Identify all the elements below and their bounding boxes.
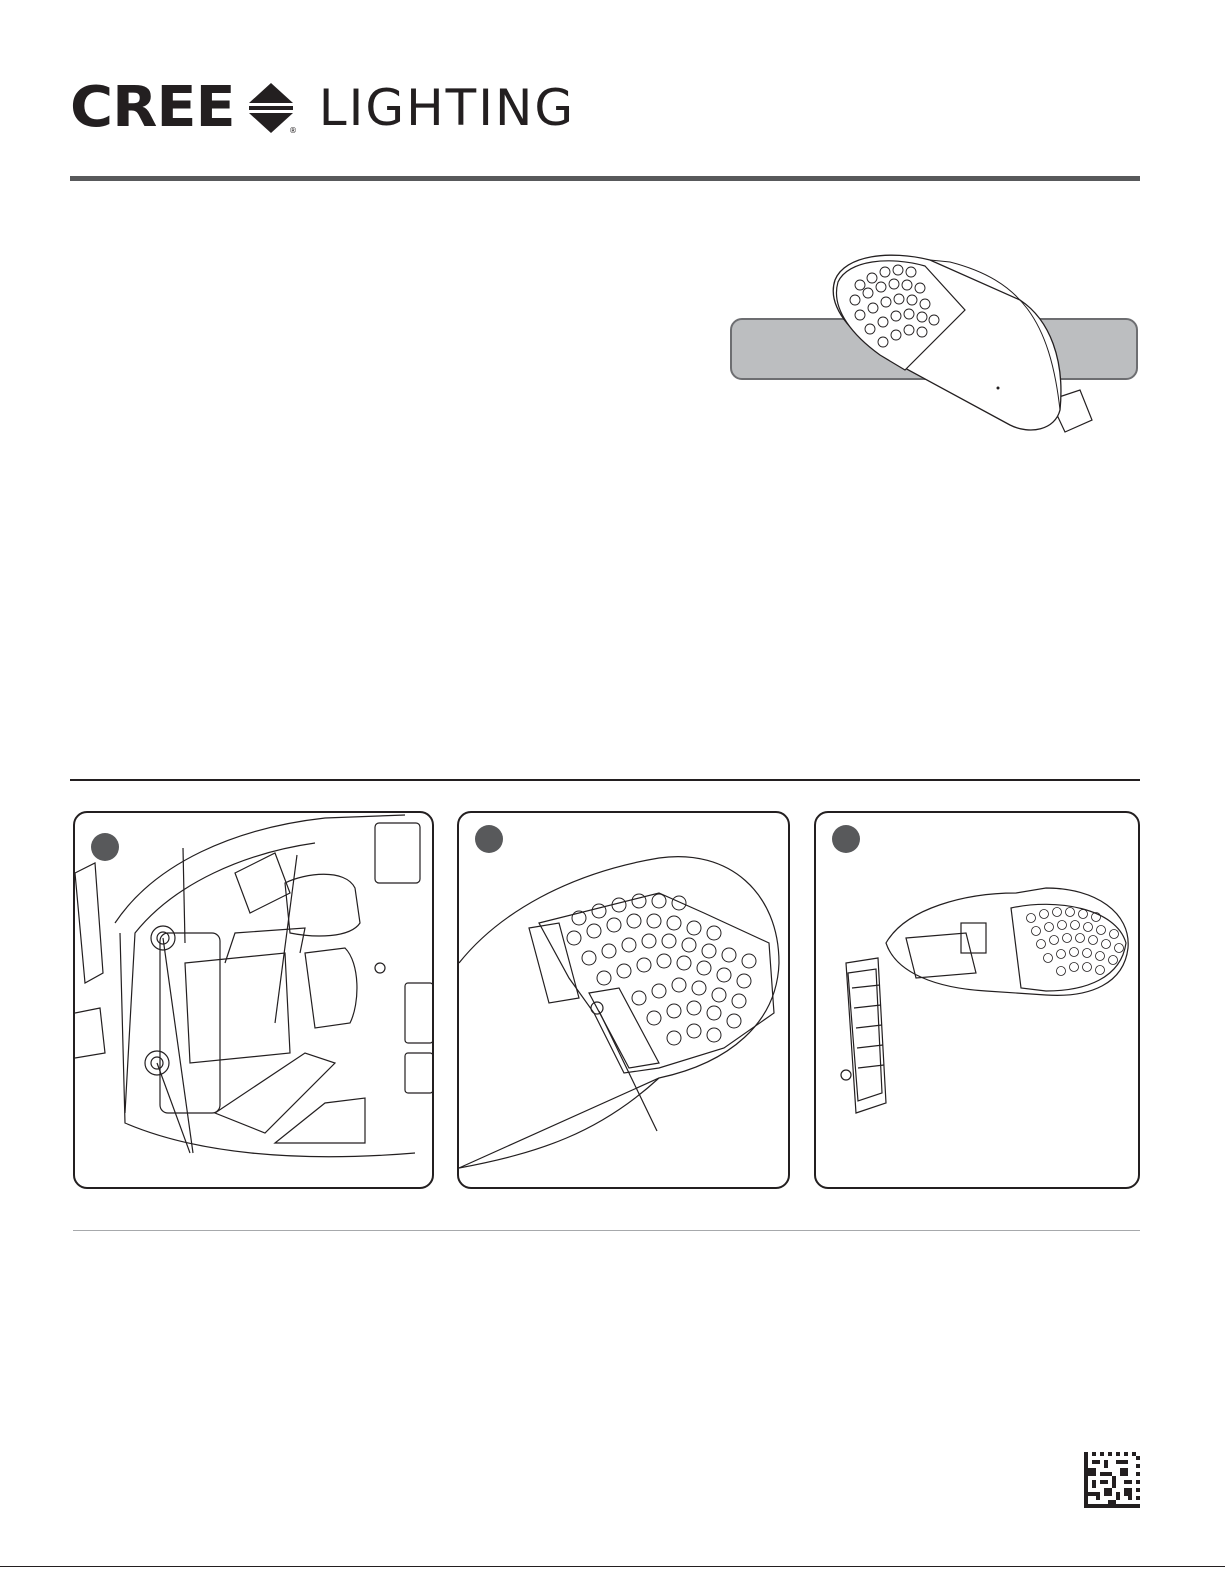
data-matrix-barcode-icon	[1083, 1452, 1141, 1508]
brand-logo	[70, 75, 576, 140]
page-bottom-rule	[0, 1566, 1225, 1567]
header-rule	[70, 176, 1140, 181]
fixture-interior-housing-illustration	[75, 813, 434, 1189]
led-module-panel-illustration	[459, 813, 790, 1189]
footer-rule	[73, 1230, 1140, 1231]
section-rule	[70, 779, 1140, 781]
street-light-fixture-illustration	[720, 240, 1140, 440]
step-panel-3	[814, 811, 1140, 1189]
double-chevron-logo-icon	[245, 81, 297, 135]
svg-text:®: ®	[288, 126, 297, 135]
step-panel-2	[457, 811, 790, 1189]
brand-suffix: LIGHTING	[318, 79, 576, 137]
step-panel-1	[73, 811, 434, 1189]
brand-name: CREE	[70, 75, 235, 140]
fixture-open-door-illustration	[816, 813, 1140, 1189]
